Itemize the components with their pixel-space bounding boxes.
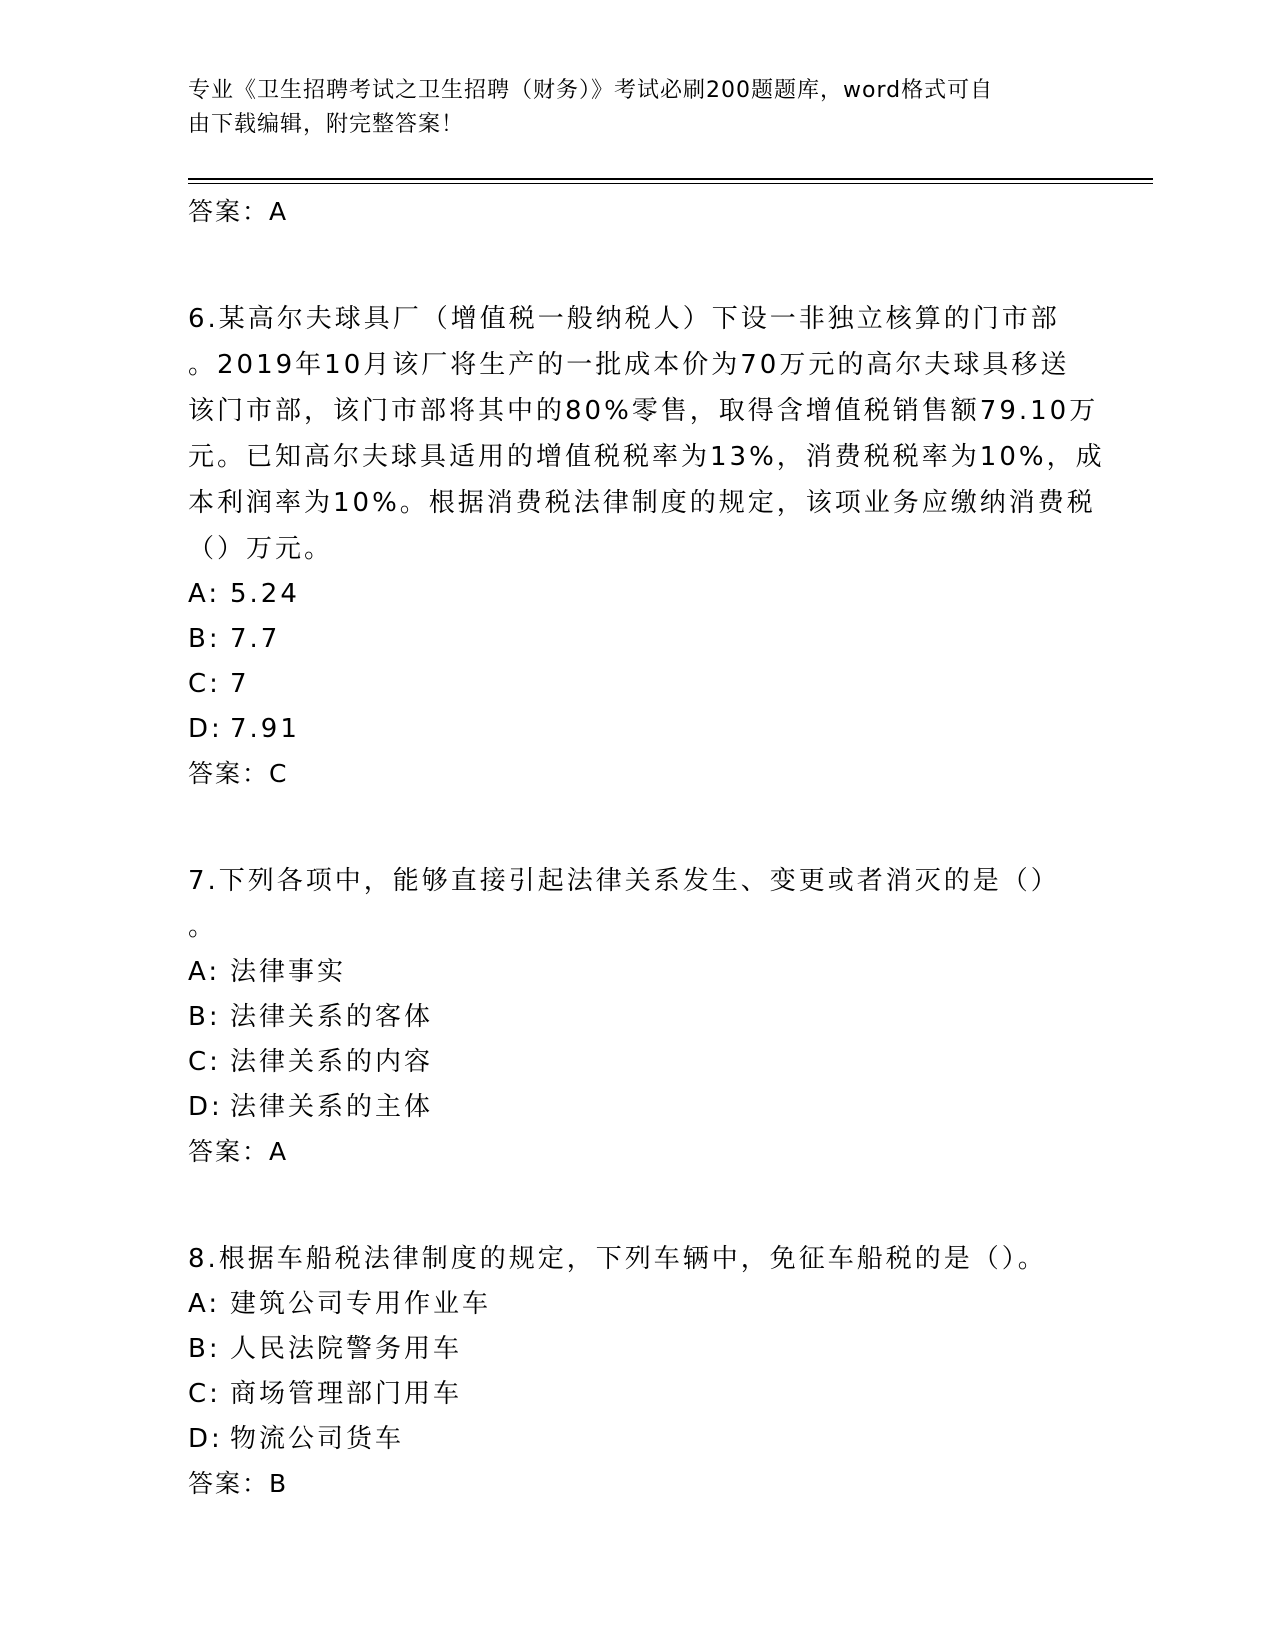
option-d: D: 7.91 bbox=[188, 714, 300, 744]
question-stem bbox=[188, 296, 1105, 572]
question-8 bbox=[188, 1236, 1088, 1506]
stem-line: 。2019年10月该厂将生产的一批成本价为70万元的高尔夫球具移送 bbox=[188, 350, 1070, 380]
option-d: D: 物流公司货车 bbox=[188, 1424, 405, 1454]
stem-line: 7.下列各项中，能够直接引起法律关系发生、变更或者消灭的是（） bbox=[188, 866, 1060, 896]
answer: 答案：A bbox=[188, 1137, 289, 1166]
answer: 答案：B bbox=[188, 1469, 289, 1498]
question-7 bbox=[188, 858, 1088, 1174]
option-a: A: 5.24 bbox=[188, 579, 300, 609]
option-c: C: 7 bbox=[188, 669, 250, 699]
header-line-2: 由下载编辑，附完整答案！ bbox=[188, 112, 465, 137]
option-b: B: 人民法院警务用车 bbox=[188, 1334, 463, 1364]
question-stem bbox=[188, 1236, 1088, 1282]
stem-line: （）万元。 bbox=[188, 534, 334, 564]
page-header bbox=[188, 74, 1068, 142]
header-divider bbox=[188, 178, 1153, 180]
question-stem bbox=[188, 858, 1088, 950]
option-c: C: 法律关系的内容 bbox=[188, 1047, 434, 1077]
stem-line: 。 bbox=[188, 912, 218, 942]
answer-previous: 答案：A bbox=[188, 197, 289, 226]
stem-line: 8.根据车船税法律制度的规定，下列车辆中，免征车船税的是（）。 bbox=[188, 1244, 1047, 1274]
option-c: C: 商场管理部门用车 bbox=[188, 1379, 463, 1409]
stem-line: 本利润率为10%。根据消费税法律制度的规定，该项业务应缴纳消费税 bbox=[188, 488, 1096, 518]
option-a: A: 法律事实 bbox=[188, 957, 347, 987]
option-a: A: 建筑公司专用作业车 bbox=[188, 1289, 492, 1319]
option-d: D: 法律关系的主体 bbox=[188, 1092, 434, 1122]
stem-line: 6.某高尔夫球具厂（增值税一般纳税人）下设一非独立核算的门市部 bbox=[188, 304, 1060, 334]
answer: 答案：C bbox=[188, 759, 289, 788]
stem-line: 元。已知高尔夫球具适用的增值税税率为13%，消费税税率为10%，成 bbox=[188, 442, 1105, 472]
option-b: B: 7.7 bbox=[188, 624, 281, 654]
stem-line: 该门市部，该门市部将其中的80%零售，取得含增值税销售额79.10万 bbox=[188, 396, 1099, 426]
option-b: B: 法律关系的客体 bbox=[188, 1002, 434, 1032]
header-line-1: 专业《卫生招聘考试之卫生招聘（财务）》考试必刷200题题库，word格式可自 bbox=[188, 78, 994, 103]
question-6 bbox=[188, 296, 1105, 796]
header-divider-thin bbox=[188, 183, 1153, 184]
question-list bbox=[188, 190, 1105, 1506]
